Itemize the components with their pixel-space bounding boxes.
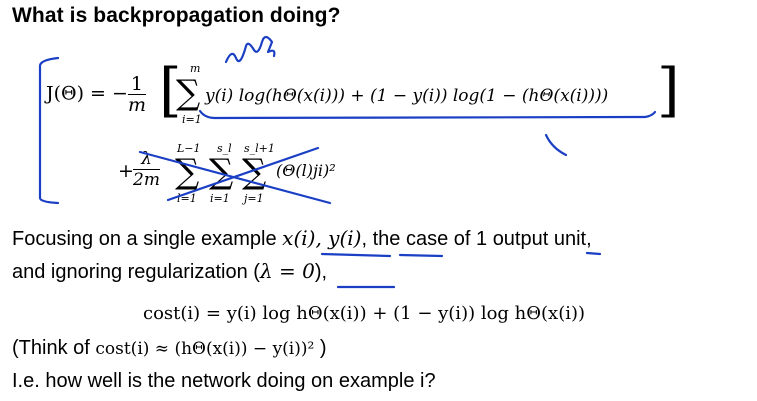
cost-frac-den: m bbox=[127, 94, 146, 116]
reg-limit-top-3: s_l+1 bbox=[244, 142, 275, 155]
line4-math: cost(i) ≈ (hΘ(x(i)) − y(i))² bbox=[95, 339, 315, 359]
reg-limit-bottom-3: j=1 bbox=[244, 192, 264, 205]
line1-math: x(i), y(i) bbox=[282, 226, 362, 250]
cost-lhs: J(Θ) = − bbox=[46, 82, 128, 105]
reg-limit-bottom-2: i=1 bbox=[210, 192, 230, 205]
ink-cross-2 bbox=[168, 148, 318, 200]
cost-i-equation: cost(i) = y(i) log hΘ(x(i)) + (1 − y(i)) log hΘ(x(i)) bbox=[143, 303, 586, 324]
line2-text-a: and ignoring regularization ( bbox=[12, 261, 260, 283]
cost-right-bracket: ] bbox=[657, 56, 680, 124]
line2-math: λ = 0 bbox=[259, 259, 315, 283]
line1-text-c: output unit, bbox=[492, 228, 592, 250]
ink-underline-xy bbox=[322, 254, 390, 256]
reg-sigma-2: ∑ bbox=[209, 152, 234, 192]
line4-text-a: (Think of bbox=[12, 337, 90, 359]
reg-frac-num: λ bbox=[133, 149, 160, 170]
slide-title: What is backpropagation doing? bbox=[12, 4, 341, 27]
cost-sum-bottom: i=1 bbox=[182, 113, 202, 126]
reg-sigma-3: ∑ bbox=[242, 152, 267, 192]
cost-frac-num: 1 bbox=[128, 74, 146, 95]
ink-underline-one bbox=[587, 253, 600, 254]
line2-text-b: ), bbox=[314, 261, 328, 283]
cost-left-bracket: [ bbox=[159, 56, 182, 124]
text-line-5: I.e. how well is the network doing on example i? bbox=[12, 370, 436, 392]
ink-scribble-top bbox=[226, 37, 274, 62]
cost-body: y(i) log(hΘ(x(i))) + (1 − y(i)) log(1 − (hΘ(x(i)))) bbox=[205, 86, 609, 106]
cost-sum-top: m bbox=[190, 62, 201, 75]
line1-text-a: Focusing on a single example bbox=[12, 228, 277, 250]
reg-body: (Θ(l)ji)² bbox=[276, 161, 336, 180]
line4-text-b: ) bbox=[319, 337, 327, 359]
reg-limit-top-2: s_l bbox=[217, 142, 232, 155]
ink-check-arrow bbox=[546, 135, 566, 155]
ink-underline-cost bbox=[200, 111, 655, 118]
ink-left-bracket bbox=[40, 58, 58, 203]
reg-frac-den: 2m bbox=[133, 170, 160, 190]
cost-sigma: ∑ bbox=[176, 73, 201, 113]
line1-text-b: , the case of bbox=[361, 228, 471, 250]
reg-sigma-1: ∑ bbox=[175, 152, 200, 192]
line1-number: 1 bbox=[476, 228, 488, 250]
reg-limit-top-1: L−1 bbox=[177, 142, 201, 155]
reg-limit-bottom-1: l=1 bbox=[177, 192, 197, 205]
reg-plus: + bbox=[118, 160, 134, 182]
ink-underline-xy-2 bbox=[400, 255, 442, 256]
